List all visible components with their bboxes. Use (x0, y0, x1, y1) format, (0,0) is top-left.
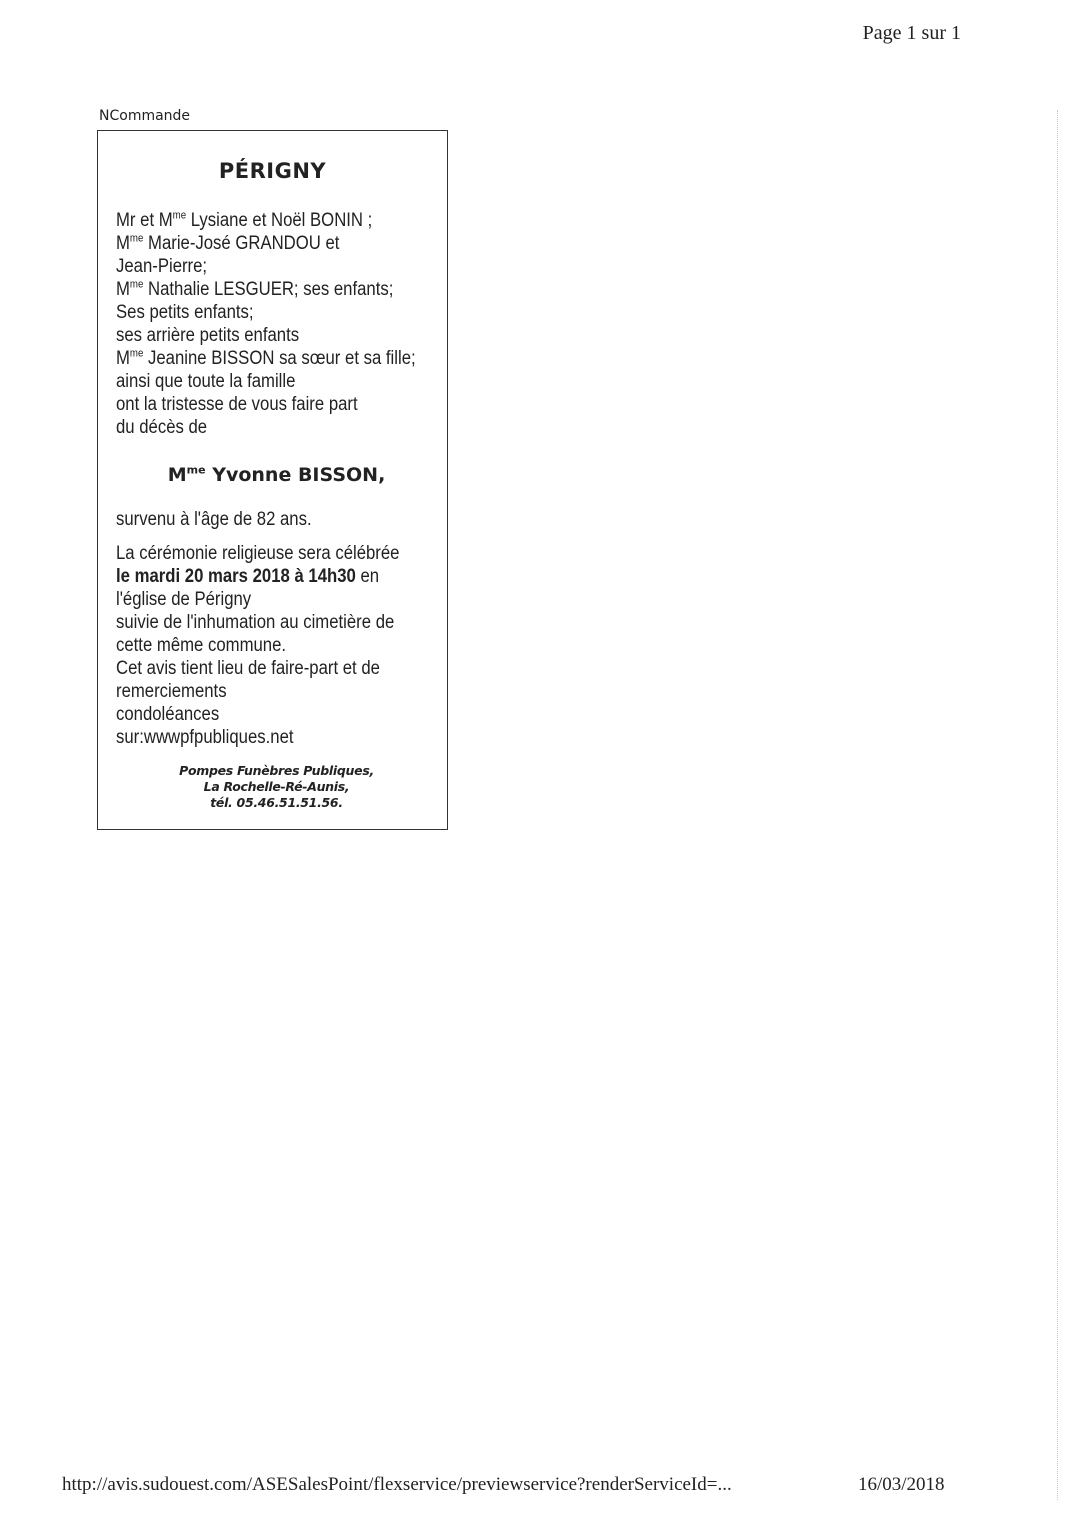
ceremony-line: sur:wwwpfpubliques.net (116, 727, 294, 748)
page-number-label: Page 1 sur 1 (862, 22, 961, 44)
family-line: Ses petits enfants; (116, 302, 254, 323)
family-line: Jean-Pierre; (116, 256, 208, 277)
family-line: $M^{me}$ Jeanine BISSON sa sœur et sa fille; (116, 347, 416, 369)
funeral-home-line: La Rochelle-Ré-Aunis, (203, 779, 350, 794)
family-line: ont la tristesse de vous faire part (116, 394, 358, 415)
footer-date: 16/03/2018 (858, 1474, 945, 1495)
funeral-home-line: Pompes Funèbres Publiques, (179, 763, 374, 778)
family-line: ainsi que toute la famille (116, 371, 296, 392)
ceremony-lines (116, 588, 438, 749)
family-line: $M^{me}$ Nathalie LESGUER; ses enfants; (116, 278, 394, 300)
ceremony-line: La cérémonie religieuse sera célébrée (116, 543, 400, 564)
family-line: Mr et $M^{me}$ Lysiane et Noël BONIN ; (116, 209, 373, 231)
ceremony-line: Cet avis tient lieu de faire-part et de (116, 658, 380, 679)
ceremony-line: condoléances (116, 704, 220, 725)
funeral-home-credit (116, 763, 437, 811)
deceased-name: $M^{me}$ Yvonne BISSON, (167, 463, 386, 486)
family-lines (116, 209, 457, 439)
family-line: ses arrière petits enfants (116, 325, 300, 346)
funeral-home-line: tél. 05.46.51.51.56. (210, 795, 343, 810)
ceremony-line: cette même commune. (116, 635, 287, 656)
footer-url: http://avis.sudouest.com/ASESalesPoint/flexservice/previewservice?renderServiceId=... (62, 1474, 732, 1495)
ceremony-date: le mardi 20 mars 2018 à 14h30 (116, 566, 356, 587)
ceremony-line: l'église de Périgny (116, 589, 252, 610)
ceremony-line: suivie de l'inhumation au cimetière de (116, 612, 395, 633)
scan-edge-divider (1057, 110, 1058, 1500)
town-heading: PÉRIGNY (218, 159, 327, 183)
family-line: $M^{me}$ Marie-José GRANDOU et (116, 232, 340, 254)
ceremony-line: remerciements (116, 681, 227, 702)
ceremony-date-line: le mardi 20 mars 2018 à 14h30 en (116, 566, 380, 587)
family-line: du décès de (116, 417, 208, 438)
ceremony-details (116, 542, 438, 749)
age-line: survenu à l'âge de 82 ans. (116, 509, 312, 530)
obituary-notice (97, 130, 448, 830)
order-label: NCommande (99, 108, 191, 124)
